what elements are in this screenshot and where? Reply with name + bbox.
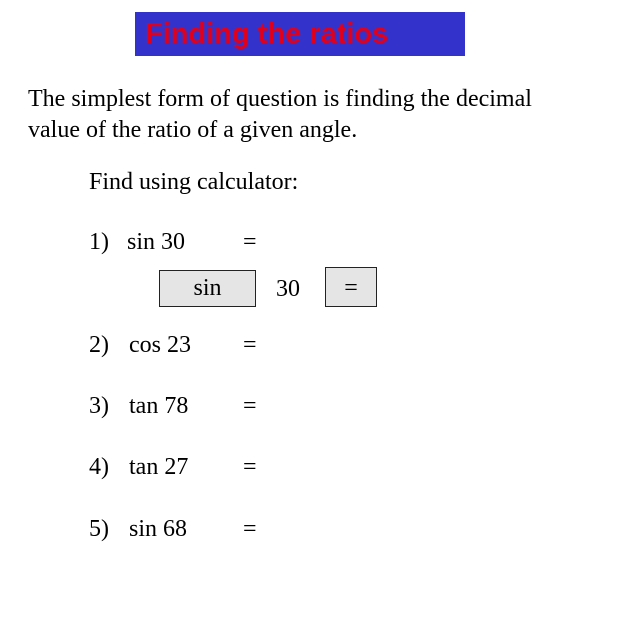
slide-title: Finding the ratios [145,18,389,50]
question-expression: cos 23 [129,332,191,358]
equals-sign: = [243,454,257,480]
question-number: 5) [89,516,109,542]
equals-sign: = [243,229,257,255]
question-number: 4) [89,454,109,480]
question-expression: tan 78 [129,393,189,419]
intro-line-2: value of the ratio of a given angle. [28,117,358,143]
question-expression: sin 68 [129,516,188,542]
intro-paragraph [28,84,618,146]
question-number: 3) [89,393,109,419]
equals-key: = [325,267,377,307]
sin-key: sin [159,270,256,307]
argument-value: 30 [276,276,300,302]
question-number: 2) [89,332,109,358]
question-number: 1) [89,229,109,255]
question-expression: sin 30 [127,229,186,255]
intro-line-1: The simplest form of question is finding the decimal [28,86,532,112]
equals-sign: = [243,516,257,542]
question-expression: tan 27 [129,454,189,480]
title-banner [135,12,465,56]
subheading: Find using calculator: [89,169,299,195]
equals-sign: = [243,332,257,358]
equals-sign: = [243,393,257,419]
